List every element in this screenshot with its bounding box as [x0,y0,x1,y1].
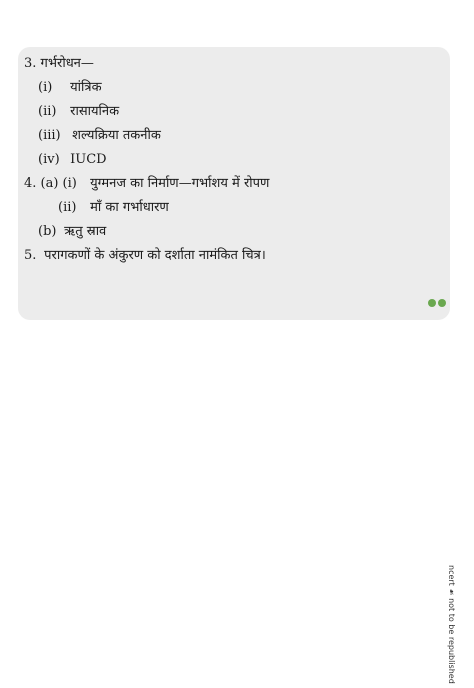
side-watermark: ncert ☙ not to be republished [447,565,456,684]
item-text: गर्भरोधन— [40,56,94,71]
answer-line-4a-i [24,176,269,192]
answer-line-5 [24,248,266,264]
item-text: IUCD [70,152,107,167]
item-number: (ii) [58,200,77,215]
item-number: (ii) [38,104,57,119]
answer-line-3-i [38,80,102,96]
answer-line-4b [38,224,106,240]
item-number: (iii) [38,128,61,143]
item-number: 3. [24,56,37,71]
item-number: 4. (a) (i) [24,176,77,191]
item-text: रासायनिक [70,104,120,119]
answer-line-3-ii [38,104,119,120]
item-text: ऋतु स्राव [64,224,107,239]
dot-icon [428,299,436,307]
item-number: (iv) [38,152,60,167]
answer-line-3 [24,56,94,72]
item-number: (b) [38,224,57,239]
item-text: परागकणों के अंकुरण को दर्शाता नामंकित चित्र। [44,248,266,263]
item-text: शल्यक्रिया तकनीक [72,128,161,143]
answer-line-3-iv [38,152,107,168]
answer-line-4a-ii [58,200,169,216]
dot-icon [438,299,446,307]
item-number: (i) [38,80,53,95]
item-text: माँ का गर्भाधारण [90,200,169,215]
item-number: 5. [24,248,37,263]
item-text: यांत्रिक [70,80,102,95]
item-text: युग्मनज का निर्माण—गर्भाशय में रोपण [90,176,270,191]
answer-line-3-iii [38,128,161,144]
decorative-dots [428,292,448,311]
